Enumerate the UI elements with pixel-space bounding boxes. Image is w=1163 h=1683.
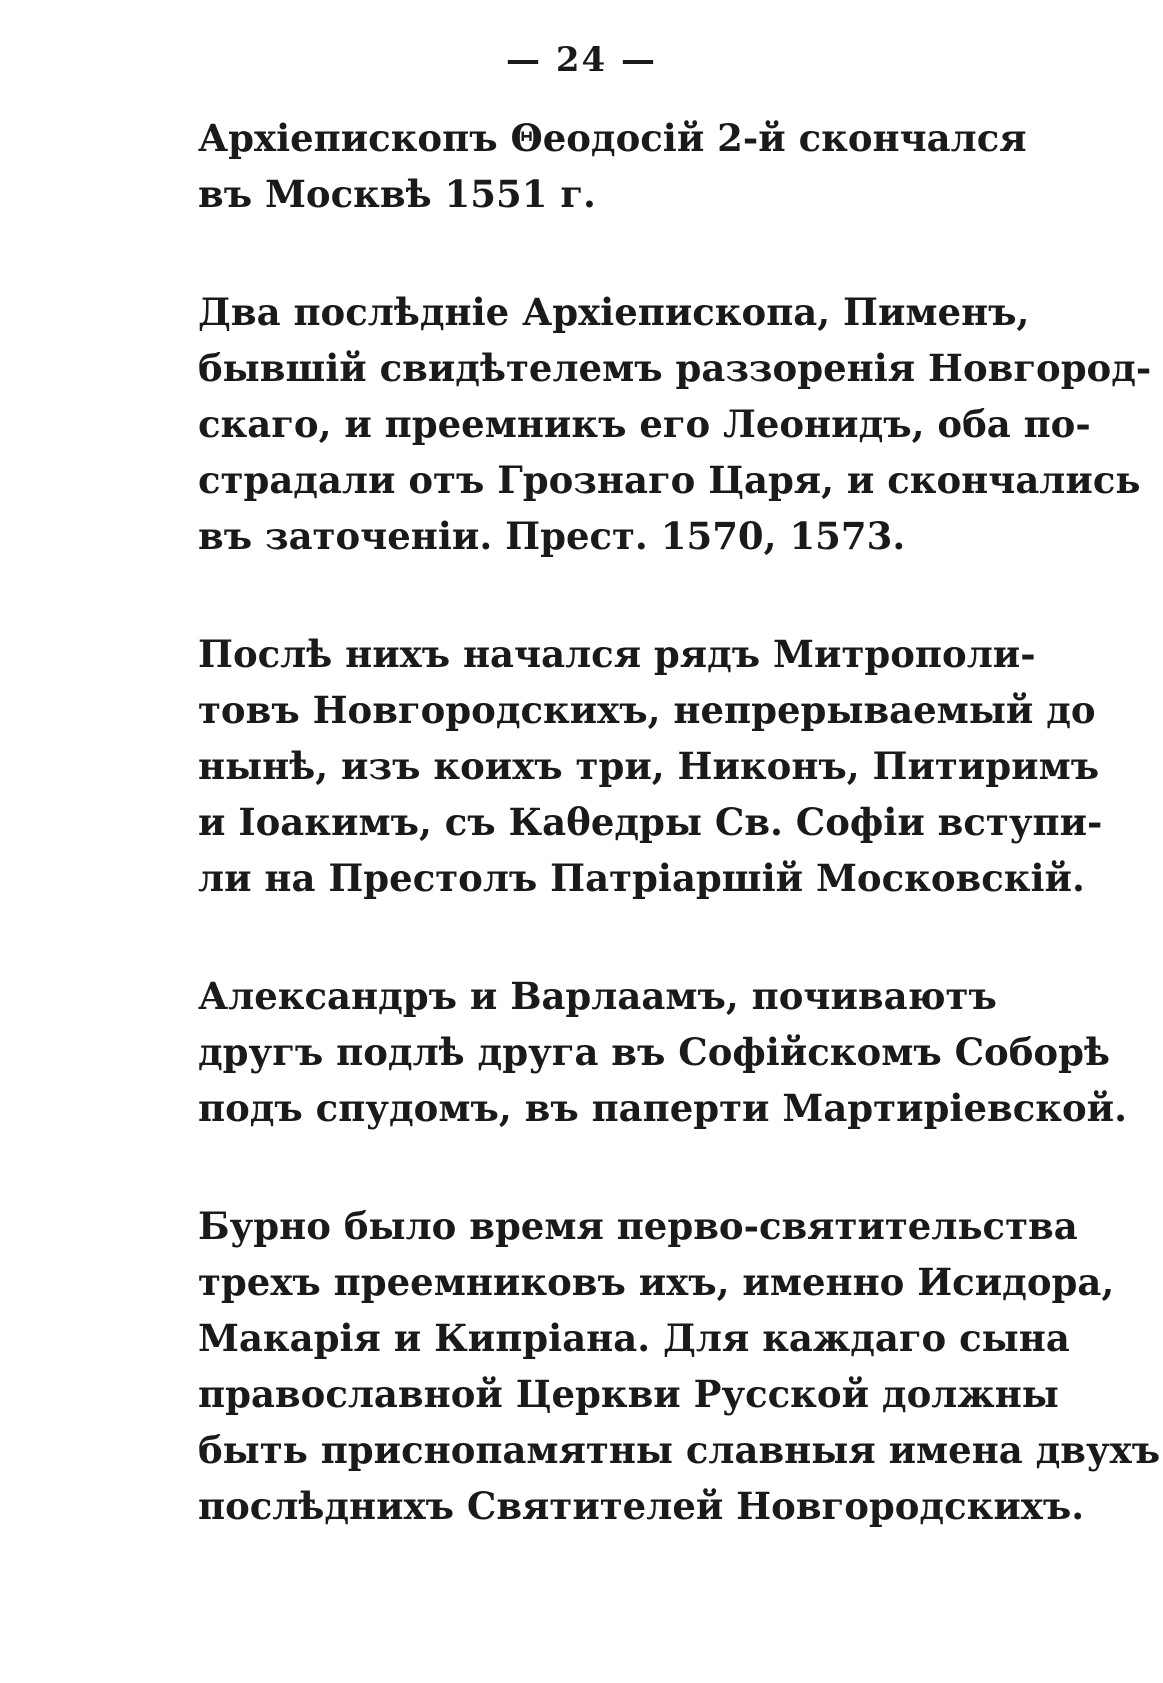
text-line: и Іоакимъ, съ Каθедры Св. Софіи вступи-	[198, 800, 1103, 844]
text-line: подъ спудомъ, въ паперти Мартиріевской.	[198, 1086, 1127, 1130]
text-line: нынѣ, изъ коихъ три, Никонъ, Питиримъ	[198, 744, 1100, 788]
text-line: ли на Престолъ Патріаршій Московскій.	[198, 856, 1085, 900]
text-line: Два послѣдніе Архіепископа, Пименъ,	[198, 290, 1030, 334]
text-line: страдали отъ Грознаго Царя, и скончались	[198, 458, 1141, 502]
text-line: въ заточеніи. Прест. 1570, 1573.	[198, 514, 906, 558]
text-line: скаго, и преемникъ его Леонидъ, оба по-	[198, 402, 1091, 446]
text-line: послѣднихъ Святителей Новгородскихъ.	[198, 1484, 1085, 1528]
paragraph-5	[198, 1198, 1161, 1534]
paragraph-2	[198, 284, 1152, 564]
text-line: православной Церкви Русской должны	[198, 1372, 1059, 1416]
text-line: Александръ и Варлаамъ, почиваютъ	[198, 974, 997, 1018]
paragraph-4	[198, 968, 1127, 1136]
text-line: другъ подлѣ друга въ Софійскомъ Соборѣ	[198, 1030, 1110, 1074]
text-line: Бурно было время перво-святительства	[198, 1204, 1078, 1248]
paragraph-1	[198, 110, 1027, 222]
paragraph-3	[198, 626, 1103, 906]
text-line: быть приснопамятны славныя имена двухъ	[198, 1428, 1161, 1472]
page-number: — 24 —	[506, 40, 657, 80]
text-column	[198, 110, 1161, 1596]
text-line: трехъ преемниковъ ихъ, именно Исидора,	[198, 1260, 1115, 1304]
text-line: бывшій свидѣтелемъ раззоренія Новгород-	[198, 346, 1152, 390]
text-line: товъ Новгородскихъ, непрерываемый до	[198, 688, 1096, 732]
text-line: Архіепископъ Θеодосій 2-й скончался	[198, 116, 1027, 160]
text-line: Послѣ нихъ начался рядъ Митрополи-	[198, 632, 1036, 676]
text-line: въ Москвѣ 1551 г.	[198, 172, 596, 216]
text-line: Макарія и Кипріана. Для каждаго сына	[198, 1316, 1070, 1360]
